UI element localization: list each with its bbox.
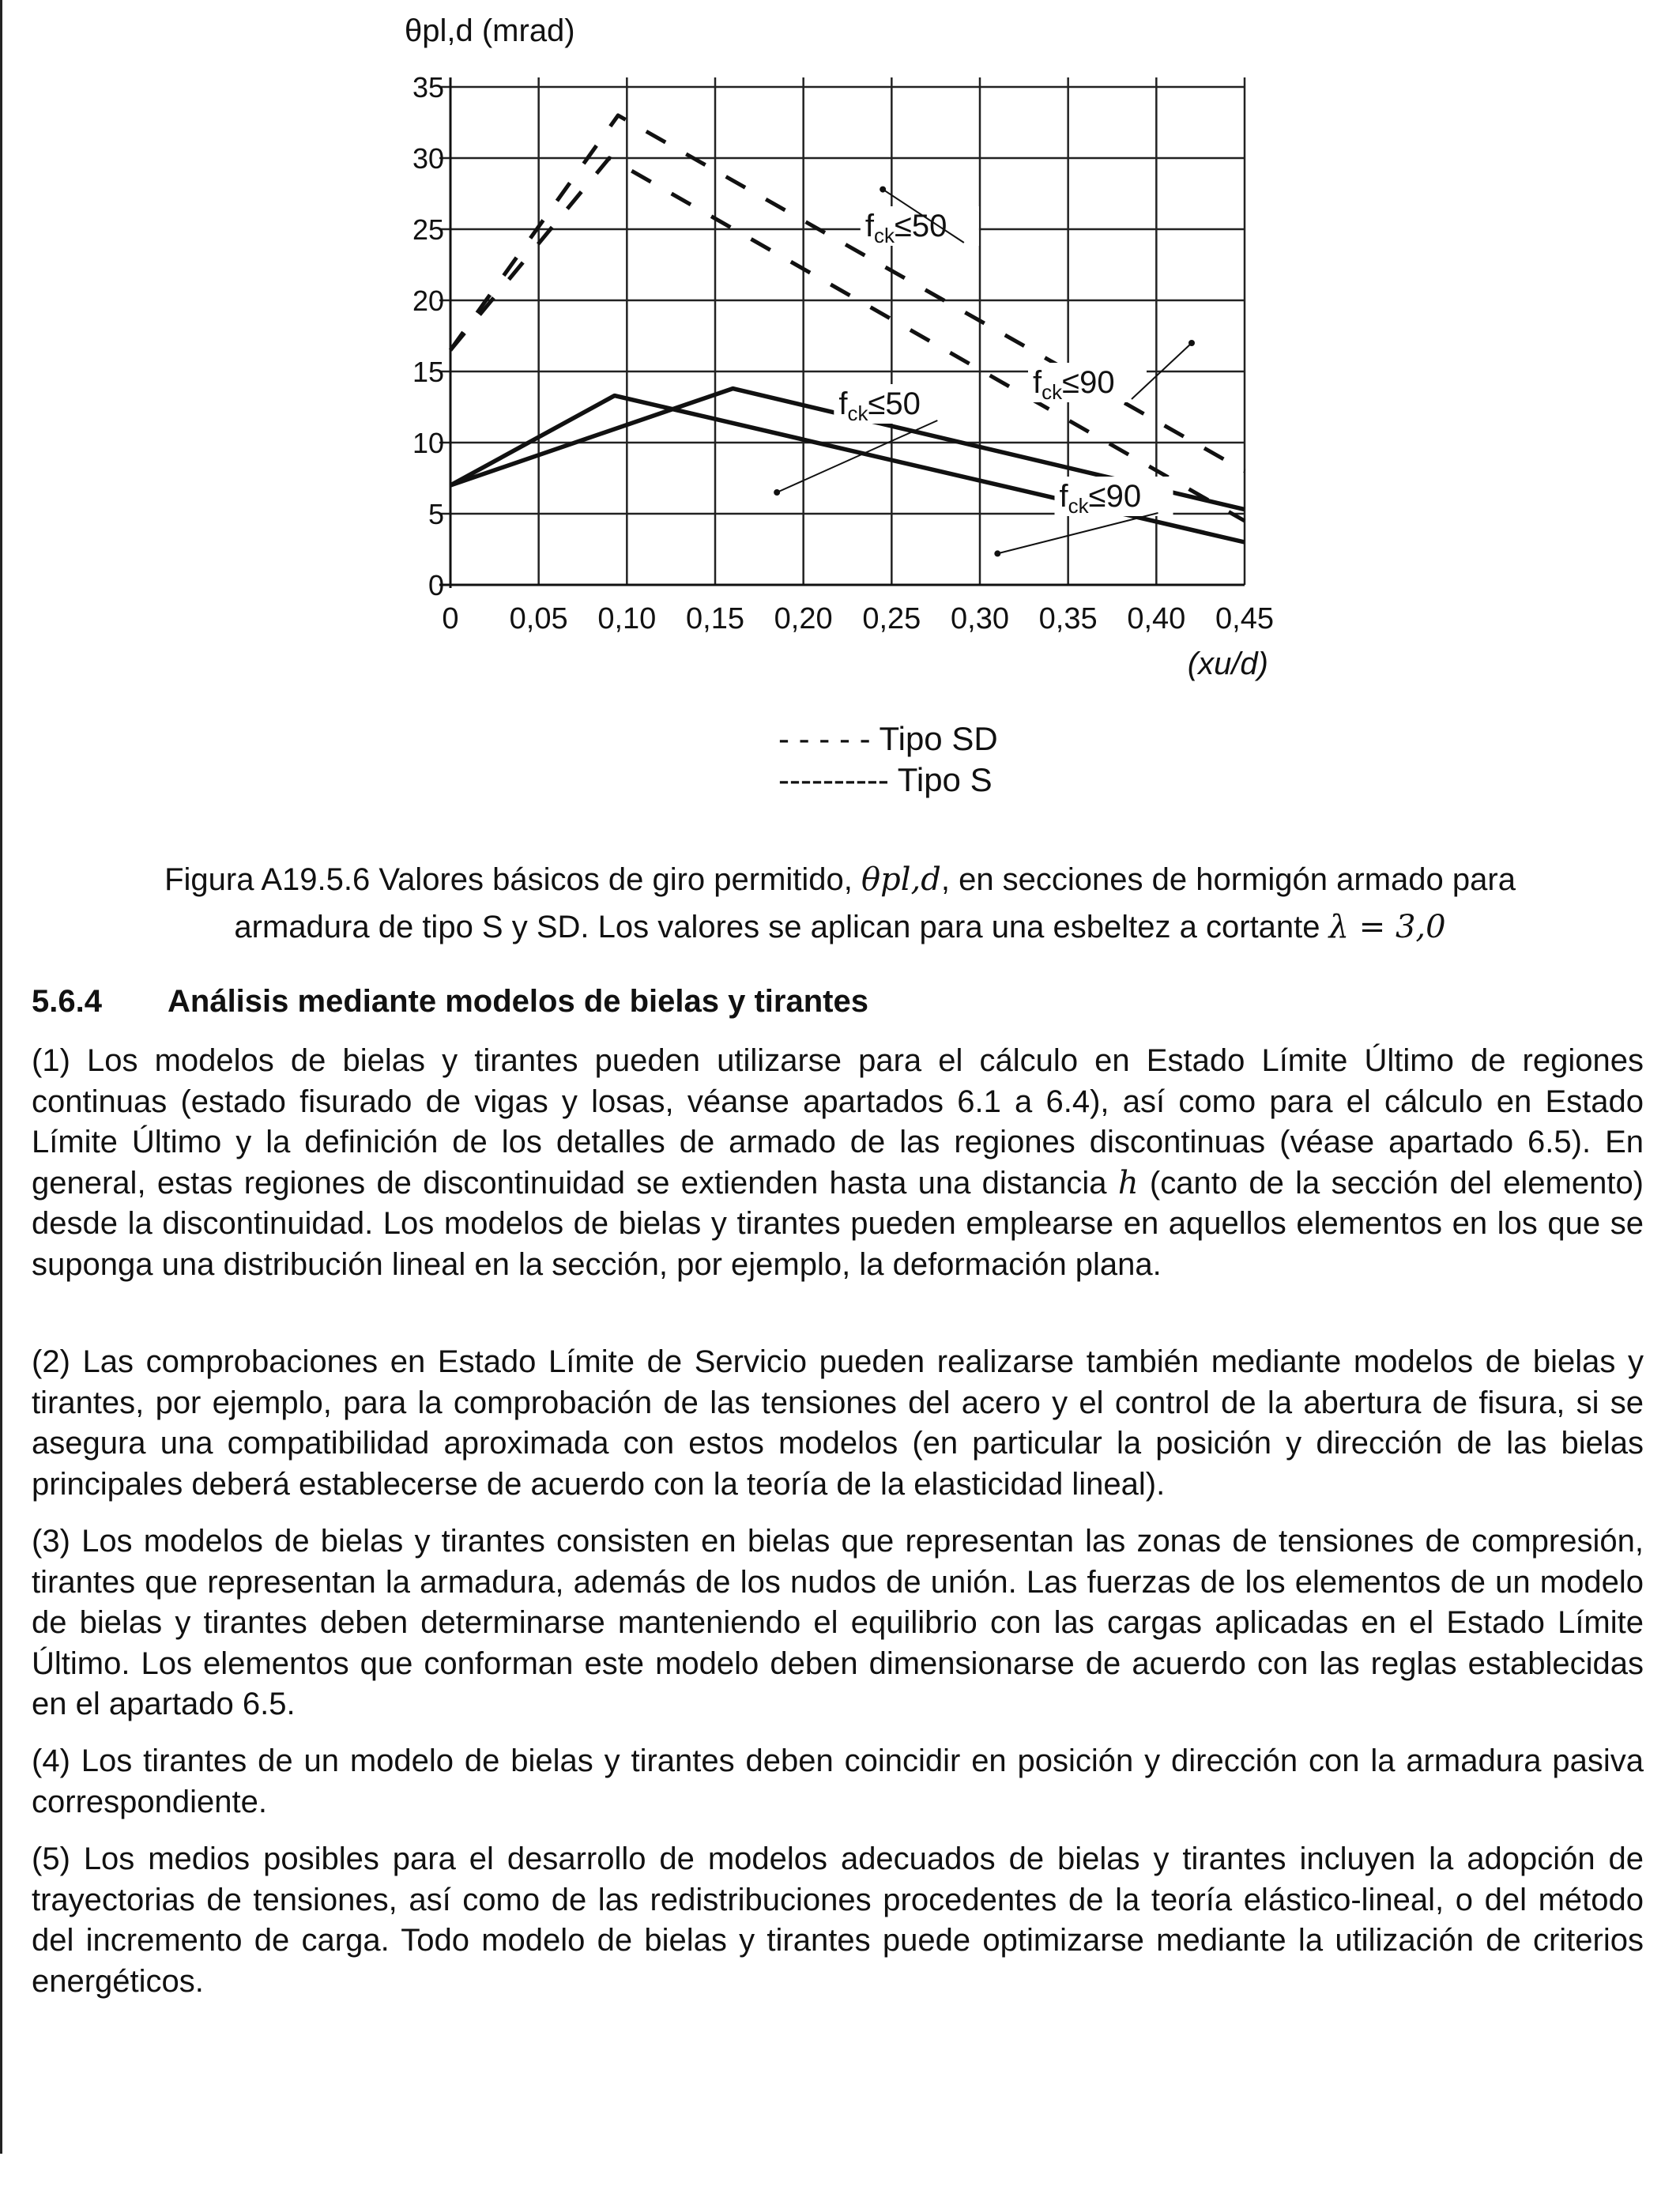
y-tick-label: 35	[412, 71, 444, 104]
annotation-arrowhead	[994, 550, 1000, 556]
y-tick-label: 30	[412, 142, 444, 175]
y-tick-label: 0	[428, 569, 444, 601]
y-tick-label: 15	[412, 356, 444, 388]
annotation-leader	[997, 513, 1158, 553]
caption-line2-pre: armadura de tipo S y SD. Los valores se aplican para una esbeltez a cortante	[234, 910, 1320, 944]
y-axis-label: θpl,d (mrad)	[405, 13, 575, 48]
paragraph-3: (3) Los modelos de bielas y tirantes consisten en bielas que representan las zonas de tensiones de compresión, tirantes que representan la armadura, además de los nudos de unión. Las fuerzas de los elementos de un modelo de bielas y tirantes deben determinarse manteniendo el equilibrio con las cargas aplicadas en el Estado Límite Último. Los elementos que conforman este modelo deben dimensionarse de acuerdo con las reglas establecidas en el apartado 6.5.	[32, 1524, 1644, 1721]
y-tick-label: 20	[412, 285, 444, 317]
paragraph-1	[32, 1041, 1644, 1285]
rotation-chart	[356, 0, 1304, 711]
annotation-label: $f_{ck}\le 50$	[864, 209, 947, 247]
annotation-label: $f_{ck}\le 90$	[1033, 365, 1115, 404]
section-title: Análisis mediante modelos de bielas y tirantes	[168, 984, 868, 1019]
legend-dashed: - - - - - Tipo SD	[778, 720, 998, 757]
x-tick-label: 0,40	[1127, 602, 1186, 635]
paragraph-4: (4) Los tirantes de un modelo de bielas y tirantes deben coincidir en posición y dirección con la armadura pasiva correspondiente.	[32, 1744, 1644, 1819]
x-tick-label: 0,30	[951, 602, 1009, 635]
section-number: 5.6.4	[32, 984, 102, 1019]
section-heading	[32, 984, 868, 1020]
caption-lambda: λ = 3,0	[1328, 909, 1446, 945]
x-tick-label: 0,10	[597, 602, 657, 635]
annotation-leader	[777, 420, 937, 492]
caption-line1-post: , en secciones de hormigón armado para	[940, 862, 1516, 897]
paragraph-2: (2) Las comprobaciones en Estado Límite de Servicio pueden realizarse también mediante modelos de bielas y tirantes, por ejemplo, para la comprobación de las tensiones del acero y el control de la abertura de fisura, si se asegura una compatibilidad aproximada con estos modelos (en particular la posición y dirección de las bielas principales deberá establecerse de acuerdo con la teoría de la elasticidad lineal).	[32, 1344, 1644, 1502]
paragraph-1-h: h	[1117, 1164, 1139, 1201]
legend-solid: ---------- Tipo S	[778, 761, 993, 798]
x-tick-label: 0,25	[862, 602, 921, 635]
annotation-arrowhead	[774, 489, 780, 496]
annotation-label: $f_{ck}\le 50$	[838, 386, 921, 425]
x-tick-label: 0,45	[1215, 602, 1274, 635]
paragraph-1-post: (canto de la sección del elemento) desde la discontinuidad. Los modelos de bielas y tirantes pueden emplearse en aquellos elementos en los que se suponga una distribución lineal en la sección, por ejemplo, la deformación plana.	[32, 1165, 1644, 1282]
annotation-arrowhead	[880, 187, 886, 193]
annotation-arrowhead	[1188, 340, 1195, 346]
y-tick-label: 25	[412, 213, 444, 246]
paragraph-1-pre: (1) Los modelos de bielas y tirantes pueden utilizarse para el cálculo en Estado Límite Último de regiones continuas (estado fisurado de vigas y losas, véanse apartados 6.1 a 6.4), así como para el cálculo en Estado Límite Último y la definición de los detalles de armado de las regiones discontinuas (véase apartado 6.5). En general, estas regiones de discontinuidad se extienden hasta una distancia	[32, 1043, 1644, 1201]
paragraph-5: (5) Los medios posibles para el desarrollo de modelos adecuados de bielas y tirantes incluyen la adopción de trayectorias de tensiones, así como de las redistribuciones procedentes de la teoría elástico-lineal, o del método del incremento de carga. Todo modelo de bielas y tirantes puede optimizarse mediante la utilización de criterios energéticos.	[32, 1842, 1644, 1999]
caption-theta: θpl,d	[861, 861, 941, 898]
y-tick-label: 10	[412, 427, 444, 459]
annotation-label: $f_{ck}\le 90$	[1059, 479, 1142, 518]
x-axis-label: (xu/d)	[1187, 647, 1268, 681]
page-left-border	[0, 0, 2, 2154]
x-tick-label: 0	[442, 602, 459, 635]
x-tick-label: 0,35	[1038, 602, 1098, 635]
caption-line1-pre: Figura A19.5.6 Valores básicos de giro permitido,	[164, 862, 853, 897]
x-tick-label: 0,20	[774, 602, 833, 635]
figure-caption	[47, 856, 1633, 951]
y-tick-label: 5	[428, 498, 444, 530]
x-tick-label: 0,15	[686, 602, 744, 635]
series-line-dashed	[450, 158, 1245, 521]
chart-labels	[405, 13, 1274, 681]
x-tick-label: 0,05	[509, 602, 568, 635]
